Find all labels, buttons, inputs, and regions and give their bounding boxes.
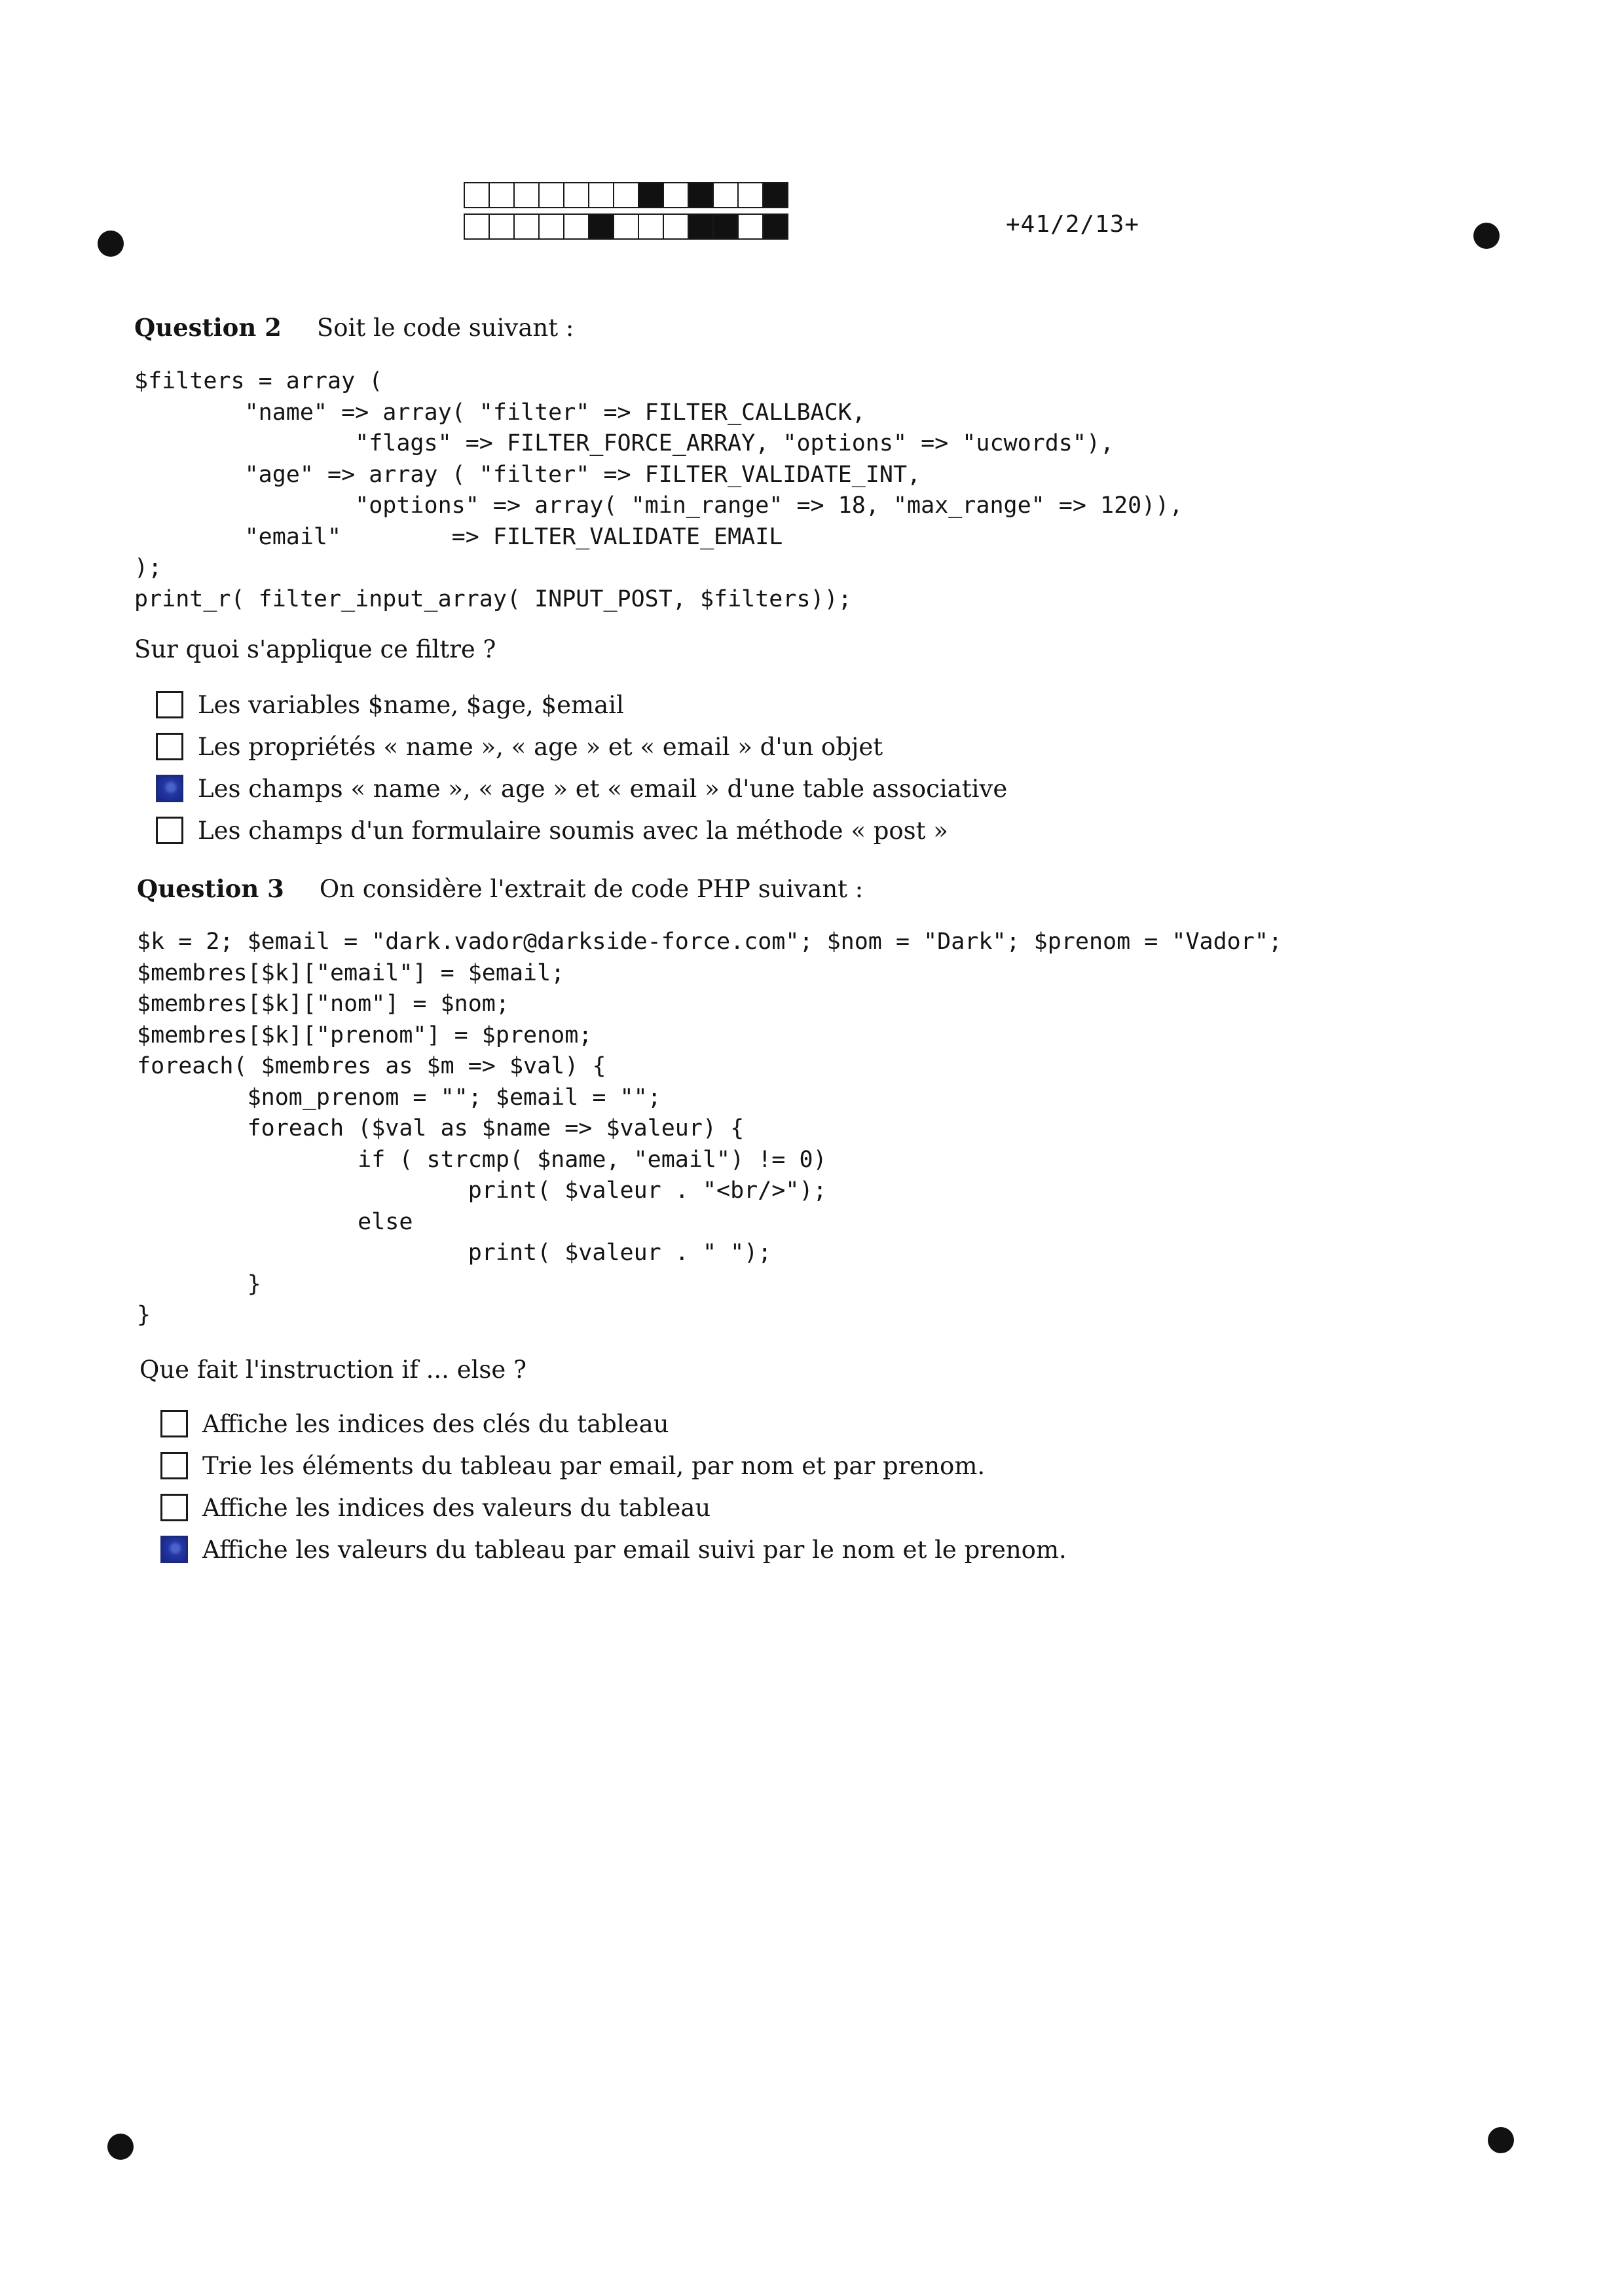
barcode-cell bbox=[538, 182, 564, 208]
barcode-cell bbox=[563, 182, 589, 208]
answer-option[interactable] bbox=[160, 1528, 1067, 1570]
answer-checkbox[interactable] bbox=[156, 691, 183, 718]
answer-option[interactable] bbox=[156, 768, 1007, 809]
question-2-answers bbox=[156, 684, 1007, 851]
page-id: +41/2/13+ bbox=[1006, 211, 1140, 238]
barcode-cell bbox=[538, 213, 564, 240]
answer-option[interactable] bbox=[156, 726, 1007, 768]
answer-label: Trie les éléments du tableau par email, par nom et par prenom. bbox=[202, 1451, 986, 1480]
answer-option[interactable] bbox=[160, 1487, 1067, 1528]
answer-label: Affiche les indices des clés du tableau bbox=[202, 1409, 669, 1438]
answer-option[interactable] bbox=[156, 684, 1007, 726]
page-barcode bbox=[464, 182, 787, 245]
barcode-row bbox=[464, 182, 787, 207]
question-intro: On considère l'extrait de code PHP suivant : bbox=[319, 875, 864, 903]
barcode-cell bbox=[737, 182, 764, 208]
barcode-cell bbox=[464, 213, 490, 240]
answer-label: Les variables $name, $age, $email bbox=[198, 690, 624, 719]
barcode-row bbox=[464, 213, 787, 238]
barcode-cell bbox=[489, 182, 515, 208]
answer-checkbox[interactable] bbox=[156, 817, 183, 844]
answer-checkbox[interactable] bbox=[160, 1494, 188, 1521]
question-3-code: $k = 2; $email = "dark.vador@darkside-force.com"; $nom = "Dark"; $prenom = "Vador"; $membres[$k]["email"] = $email; $membres[$k]["nom"] = $nom; $membres[$k]["prenom"] = $prenom; foreach( $membres as $m => $val) { $nom_prenom = ""; $email = ""; foreach ($val as $name => $valeur) { if ( strcmp( $name, "email") != 0) print( $valeur . "<br/>"); else print( $valeur . " "); } } bbox=[137, 929, 1282, 1328]
answer-checkbox[interactable] bbox=[160, 1452, 188, 1479]
question-2-prompt: Sur quoi s'applique ce filtre ? bbox=[134, 635, 496, 663]
barcode-cell bbox=[663, 182, 689, 208]
barcode-cell bbox=[663, 213, 689, 240]
registration-marker-top-left bbox=[98, 231, 124, 257]
barcode-cell bbox=[489, 213, 515, 240]
answer-label: Affiche les valeurs du tableau par email suivi par le nom et le prenom. bbox=[202, 1535, 1067, 1564]
answer-checkbox[interactable] bbox=[156, 775, 183, 802]
answer-checkbox[interactable] bbox=[160, 1536, 188, 1563]
registration-marker-bottom-left bbox=[107, 2134, 134, 2160]
barcode-cell bbox=[513, 182, 540, 208]
barcode-cell bbox=[688, 182, 714, 208]
question-3-heading bbox=[137, 874, 863, 903]
answer-checkbox[interactable] bbox=[156, 733, 183, 760]
barcode-cell bbox=[613, 182, 639, 208]
barcode-cell bbox=[712, 213, 739, 240]
barcode-cell bbox=[762, 182, 788, 208]
answer-label: Les champs « name », « age » et « email » d'une table associative bbox=[198, 774, 1008, 803]
answer-option[interactable] bbox=[160, 1445, 1067, 1487]
barcode-cell bbox=[588, 213, 614, 240]
question-3-answers bbox=[160, 1403, 1067, 1570]
barcode-cell bbox=[513, 213, 540, 240]
question-number: Question 2 bbox=[134, 313, 282, 342]
barcode-cell bbox=[638, 213, 664, 240]
barcode-cell bbox=[638, 182, 664, 208]
barcode-cell bbox=[563, 213, 589, 240]
barcode-cell bbox=[613, 213, 639, 240]
question-2-heading bbox=[134, 313, 574, 342]
barcode-cell bbox=[464, 182, 490, 208]
barcode-cell bbox=[712, 182, 739, 208]
registration-marker-top-right bbox=[1473, 223, 1500, 249]
question-3-prompt: Que fait l'instruction if ... else ? bbox=[139, 1356, 526, 1384]
barcode-cell bbox=[688, 213, 714, 240]
answer-option[interactable] bbox=[156, 809, 1007, 851]
answer-label: Les propriétés « name », « age » et « email » d'un objet bbox=[198, 732, 883, 761]
registration-marker-bottom-right bbox=[1488, 2127, 1514, 2153]
answer-option[interactable] bbox=[160, 1403, 1067, 1445]
question-intro: Soit le code suivant : bbox=[316, 314, 574, 342]
answer-label: Affiche les indices des valeurs du tableau bbox=[202, 1493, 711, 1522]
barcode-cell bbox=[737, 213, 764, 240]
answer-label: Les champs d'un formulaire soumis avec la méthode « post » bbox=[198, 816, 948, 845]
barcode-cell bbox=[588, 182, 614, 208]
barcode-cell bbox=[762, 213, 788, 240]
question-2-code: $filters = array ( "name" => array( "filter" => FILTER_CALLBACK, "flags" => FILTER_FORCE_ARRAY, "options" => "ucwords"), "age" => array ( "filter" => FILTER_VALIDATE_INT, "options" => array( "min_range" => 18, "max_range" => 120)), "email" => FILTER_VALIDATE_EMAIL ); print_r( filter_input_array( INPUT_POST, $filters)); bbox=[134, 368, 1183, 612]
answer-checkbox[interactable] bbox=[160, 1410, 188, 1437]
question-number: Question 3 bbox=[137, 874, 284, 903]
